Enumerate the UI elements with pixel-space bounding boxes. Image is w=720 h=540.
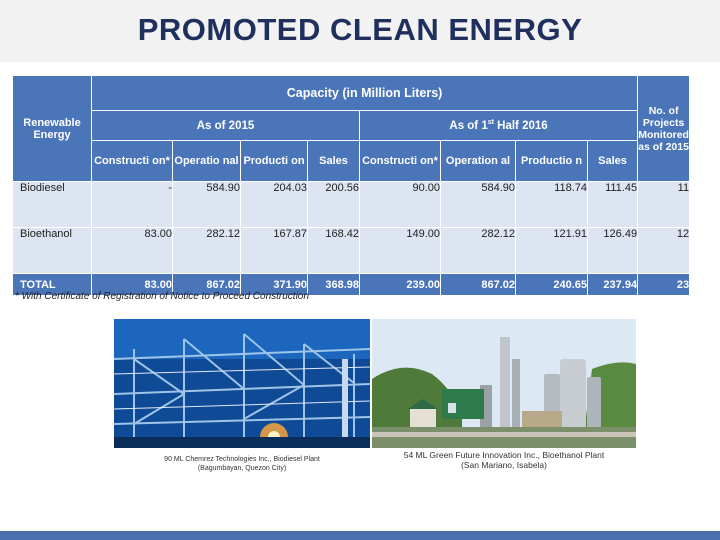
table-cell: 149.00 <box>360 228 441 274</box>
biodiesel-plant-illustration <box>114 319 370 448</box>
bioethanol-plant-photo <box>372 319 636 448</box>
table-cell: - <box>92 182 173 228</box>
subheader-construction-2016: Constructi on* <box>360 141 441 182</box>
group-header-2016: As of 1st Half 2016 <box>360 111 638 141</box>
table-cell: 282.12 <box>173 228 241 274</box>
table-cell: 168.42 <box>308 228 360 274</box>
table-cell: 200.56 <box>308 182 360 228</box>
total-cell: 867.02 <box>441 274 516 296</box>
biodiesel-plant-photo <box>114 319 370 448</box>
total-cell: 240.65 <box>516 274 588 296</box>
footnote: * With Certificate of Registration of Notice to Proceed Construction <box>15 291 309 302</box>
renewable-energy-header: Renewable Energy <box>13 76 92 182</box>
total-cell: 237.94 <box>588 274 638 296</box>
subheader-construction-2015: Constructi on* <box>92 141 173 182</box>
bioethanol-plant-illustration <box>372 319 636 448</box>
photo-caption-bioethanol <box>372 450 636 470</box>
table-cell: 167.87 <box>241 228 308 274</box>
table-cell: 90.00 <box>360 182 441 228</box>
subheader-production-2016: Productio n <box>516 141 588 182</box>
table-cell: 83.00 <box>92 228 173 274</box>
caption-line: (Bagumbayan, Quezon City) <box>197 465 287 472</box>
table-cell: 584.90 <box>173 182 241 228</box>
total-cell: 23 <box>638 274 690 296</box>
subheader-production-2015: Producti on <box>241 141 308 182</box>
caption-line: 90 ML Chemrez Technologies Inc., Biodiesel Plant <box>164 456 320 463</box>
subheader-sales-2016: Sales <box>588 141 638 182</box>
table-row <box>13 182 690 228</box>
capacity-table <box>12 75 690 296</box>
caption-line: 54 ML Green Future Innovation Inc., Bioethanol Plant <box>403 450 605 460</box>
photo-caption-biodiesel <box>114 455 370 473</box>
total-cell: 867.02 <box>173 274 241 296</box>
total-cell: 83.00 <box>92 274 173 296</box>
row-label: Biodiesel <box>13 182 92 228</box>
subheader-operational-2016: Operation al <box>441 141 516 182</box>
table-cell: 204.03 <box>241 182 308 228</box>
table-cell: 282.12 <box>441 228 516 274</box>
table-cell: 584.90 <box>441 182 516 228</box>
row-label: Bioethanol <box>13 228 92 274</box>
subheader-sales-2015: Sales <box>308 141 360 182</box>
group-header-2015: As of 2015 <box>92 111 360 141</box>
total-cell: 239.00 <box>360 274 441 296</box>
subheader-operational-2015: Operatio nal <box>173 141 241 182</box>
table-row <box>13 228 690 274</box>
table-cell: 111.45 <box>588 182 638 228</box>
table-cell: 11 <box>638 182 690 228</box>
table-cell: 12 <box>638 228 690 274</box>
table-cell: 121.91 <box>516 228 588 274</box>
total-label: TOTAL <box>13 274 92 296</box>
caption-line: (San Mariano, Isabela) <box>461 460 547 470</box>
projects-header: No. of Projects Monitored as of 2015 <box>638 76 690 182</box>
table-cell: 126.49 <box>588 228 638 274</box>
total-cell: 368.98 <box>308 274 360 296</box>
total-cell: 371.90 <box>241 274 308 296</box>
slide-title: PROMOTED CLEAN ENERGY <box>137 12 583 47</box>
capacity-header: Capacity (in Million Liters) <box>92 76 638 111</box>
table-cell: 118.74 <box>516 182 588 228</box>
bottom-bar <box>0 531 720 540</box>
